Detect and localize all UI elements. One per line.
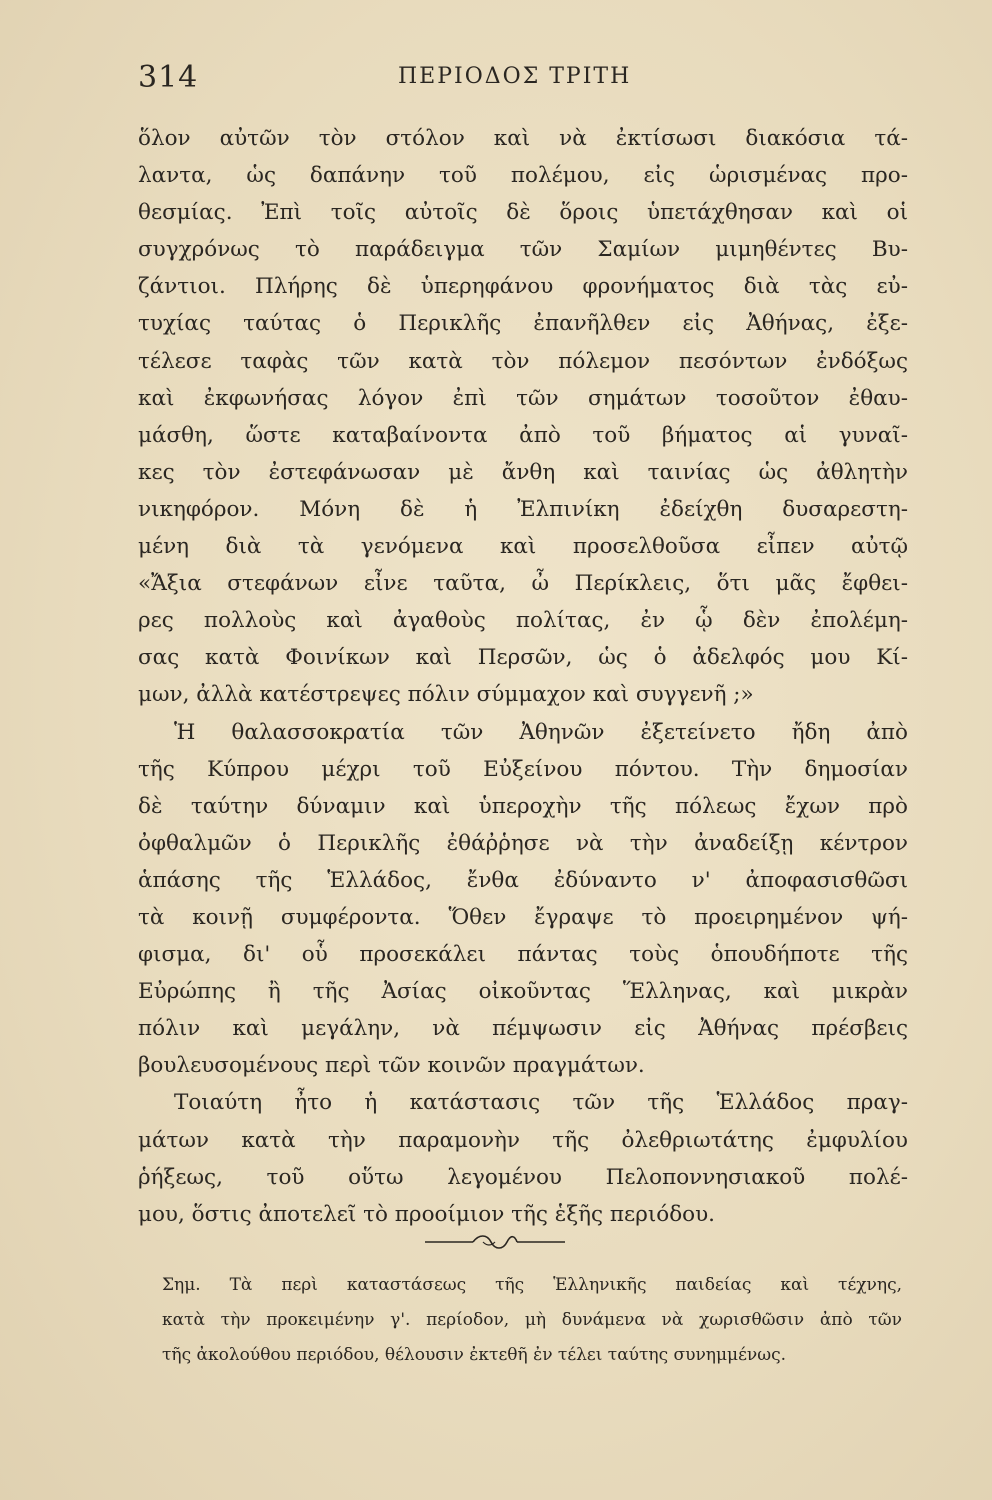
text-line: βουλευσομένους περὶ τῶν κοινῶν πραγμάτων. xyxy=(138,1053,645,1079)
text-line: τέλεσε ταφὰς τῶν κατὰ τὸν πόλεμον πεσόντων ἐνδόξως xyxy=(138,348,908,374)
section-ornament-icon xyxy=(425,1232,565,1252)
text-line: Τοιαύτη ἦτο ἡ κατάστασις τῶν τῆς Ἑλλάδος πραγ- xyxy=(174,1090,908,1116)
text-line: τὰ κοινῇ συμφέροντα. Ὅθεν ἔγραψε τὸ προειρημένον ψή- xyxy=(138,904,908,930)
text-line: ὀφθαλμῶν ὁ Περικλῆς ἐθάῤῥησε νὰ τὴν ἀναδείξῃ κέντρον xyxy=(138,830,908,856)
page-header xyxy=(138,60,908,100)
text-line: ζάντιοι. Πλήρης δὲ ὑπερηφάνου φρονήματος διὰ τὰς εὐ- xyxy=(138,274,908,300)
text-line: θεσμίας. Ἐπὶ τοῖς αὐτοῖς δὲ ὅροις ὑπετάχθησαν καὶ οἱ xyxy=(138,200,908,226)
text-line: κες τὸν ἐστεφάνωσαν μὲ ἄνθη καὶ ταινίας ὡς ἀθλητὴν xyxy=(138,459,908,485)
footnote-line: τῆς ἀκολούθου περιόδου, θέλουσιν ἐκτεθῆ ἐν τέλει ταύτης συνημμένως. xyxy=(162,1345,787,1365)
footnote-line: κατὰ τὴν προκειμένην γ'. περίοδον, μὴ δυνάμενα νὰ χωρισθῶσιν ἀπὸ τῶν xyxy=(162,1310,902,1330)
footnote-line: Σημ. Τὰ περὶ καταστάσεως τῆς Ἑλληνικῆς παιδείας καὶ τέχνης, xyxy=(162,1275,902,1295)
text-line: Εὐρώπης ἢ τῆς Ἀσίας οἰκοῦντας Ἕλληνας, καὶ μικρὰν xyxy=(138,979,908,1005)
text-line: ρες πολλοὺς καὶ ἀγαθοὺς πολίτας, ἐν ᾧ δὲν ἐπολέμη- xyxy=(138,608,908,634)
text-line: μένη διὰ τὰ γενόμενα καὶ προσελθοῦσα εἶπεν αὐτῷ xyxy=(138,534,908,560)
page-number: 314 xyxy=(138,60,199,95)
text-line: τῆς Κύπρου μέχρι τοῦ Εὐξείνου πόντου. Τὴν δημοσίαν xyxy=(138,756,908,782)
running-head: ΠΕΡΙΟΔΟΣ ΤΡΙΤΗ xyxy=(398,64,632,89)
text-line: μων, ἀλλὰ κατέστρεψες πόλιν σύμμαχον καὶ συγγενῆ ;» xyxy=(138,682,754,708)
text-line: Ἡ θαλασσοκρατία τῶν Ἀθηνῶν ἐξετείνετο ἤδη ἀπὸ xyxy=(174,719,908,745)
text-line: μάτων κατὰ τὴν παραμονὴν τῆς ὀλεθριωτάτης ἐμφυλίου xyxy=(138,1127,908,1153)
text-line: καὶ ἐκφωνήσας λόγον ἐπὶ τῶν σημάτων τοσοῦτον ἐθαυ- xyxy=(138,385,908,411)
text-line: συγχρόνως τὸ παράδειγμα τῶν Σαμίων μιμηθέντες Βυ- xyxy=(138,237,908,263)
footnote xyxy=(162,1268,902,1373)
text-line: ὅλον αὐτῶν τὸν στόλον καὶ νὰ ἐκτίσωσι διακόσια τά- xyxy=(138,126,908,151)
text-line: νικηφόρον. Μόνη δὲ ἡ Ἐλπινίκη ἐδείχθη δυσαρεστη- xyxy=(138,496,908,522)
text-line: τυχίας ταύτας ὁ Περικλῆς ἐπανῆλθεν εἰς Ἀθήνας, ἐξε- xyxy=(138,311,908,337)
text-line: δὲ ταύτην δύναμιν καὶ ὑπεροχὴν τῆς πόλεως ἔχων πρὸ xyxy=(138,793,908,819)
text-line: μάσθη, ὥστε καταβαίνοντα ἀπὸ τοῦ βήματος αἱ γυναῖ- xyxy=(138,422,908,448)
text-line: πόλιν καὶ μεγάλην, νὰ πέμψωσιν εἰς Ἀθήνας πρέσβεις xyxy=(138,1016,908,1042)
text-line: ἁπάσης τῆς Ἑλλάδος, ἔνθα ἐδύναντο ν' ἀποφασισθῶσι xyxy=(138,867,908,893)
text-line: μου, ὅστις ἀποτελεῖ τὸ προοίμιον τῆς ἑξῆς περιόδου. xyxy=(138,1201,716,1227)
text-line: φισμα, δι' οὗ προσεκάλει πάντας τοὺς ὁπουδήποτε τῆς xyxy=(138,942,908,968)
text-line: ῥήξεως, τοῦ οὕτω λεγομένου Πελοποννησιακοῦ πολέ- xyxy=(138,1164,908,1190)
text-line: σας κατὰ Φοινίκων καὶ Περσῶν, ὡς ὁ ἀδελφός μου Κί- xyxy=(138,645,908,671)
main-text xyxy=(138,120,908,1233)
text-line: λαντα, ὡς δαπάνην τοῦ πολέμου, εἰς ὡρισμένας προ- xyxy=(138,163,908,189)
text-line: «Ἄξια στεφάνων εἶνε ταῦτα, ὦ Περίκλεις, ὅτι μᾶς ἔφθει- xyxy=(138,571,908,597)
